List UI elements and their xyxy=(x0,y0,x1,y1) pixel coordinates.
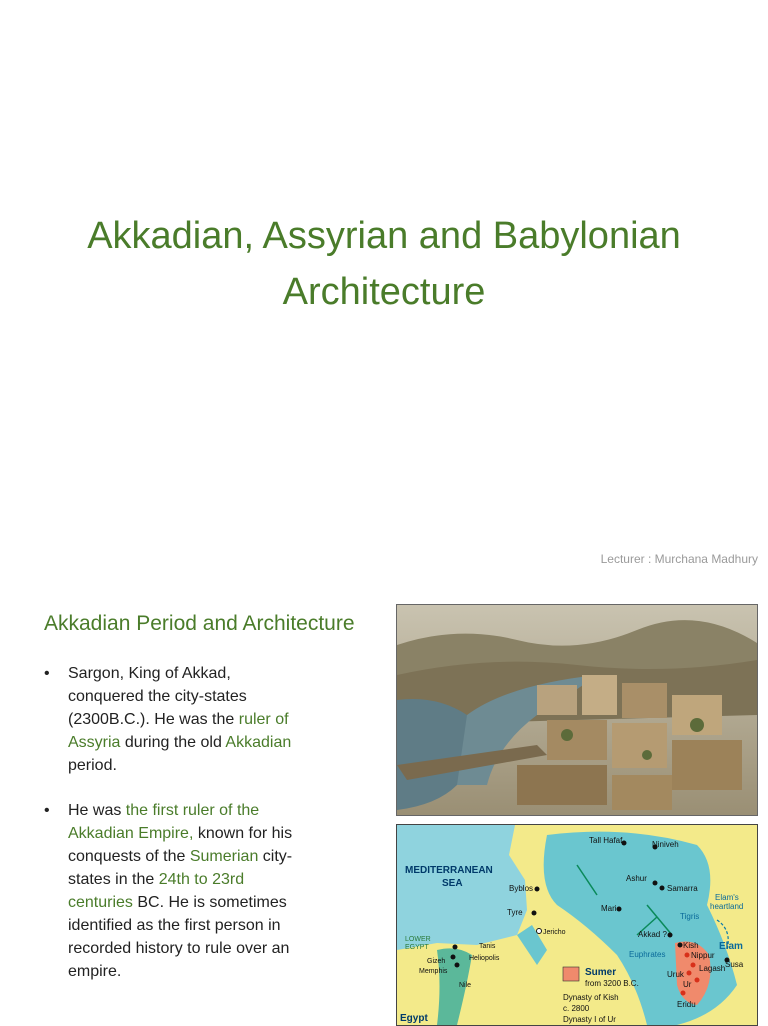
ancient-city-illustration xyxy=(396,604,758,816)
map-label: Byblos xyxy=(509,884,534,893)
map-label: Susa xyxy=(725,960,744,969)
bullet-item: • He was the first ruler of the Akkadian Empire, known for his conquests of the Sumerian city-states in the 24th to 23rd centuries BC. He is sometimes identified as the first person in recorded history to rule over an empire. xyxy=(44,799,294,983)
map-label: Egypt xyxy=(400,1013,428,1024)
map-label: Tanis xyxy=(479,943,496,950)
map-label: heartland xyxy=(710,902,744,911)
map-label: Nippur xyxy=(691,951,715,960)
map-label: Dynasty I of Ur xyxy=(563,1015,616,1024)
map-label: Gizeh xyxy=(427,958,446,965)
map-label: Tall Hafaf xyxy=(589,836,623,845)
map-label: Ur xyxy=(683,980,692,989)
map-label: Sumer xyxy=(585,967,617,978)
map-label: c. 2800 xyxy=(563,1004,590,1013)
bullet-dot-icon: • xyxy=(44,802,50,819)
map-label: Eridu xyxy=(677,1000,696,1009)
bullet-item: • Sargon, King of Akkad, conquered the city-states (2300B.C.). He was the ruler of Assyria during the old Akkadian period. xyxy=(44,662,294,777)
map-label: EGYPT xyxy=(405,944,429,951)
lecturer-credit: Lecturer : Murchana Madhury xyxy=(600,552,758,566)
map-label: Heliopolis xyxy=(469,955,500,962)
map-label: Jericho xyxy=(543,929,566,936)
map-label: Akkad ? xyxy=(638,930,667,939)
map-label: SEA xyxy=(442,878,463,889)
map-label: from 3200 B.C. xyxy=(585,979,639,988)
map-label: Samarra xyxy=(667,884,698,893)
map-label: Tyre xyxy=(507,908,523,917)
bullet-dot-icon: • xyxy=(44,665,50,682)
map-label: Elam xyxy=(719,941,743,952)
slide-title: Akkadian, Assyrian and Babylonian Architecture xyxy=(87,215,681,313)
map-label: Elam's xyxy=(715,893,739,902)
slide-heading: Akkadian Period and Architecture xyxy=(44,612,355,635)
map-label: Niniveh xyxy=(652,840,679,849)
map-label: Dynasty of Kish xyxy=(563,993,619,1002)
map-label: Ashur xyxy=(626,874,647,883)
map-label: MEDITERRANEAN xyxy=(405,865,493,876)
bullet-list xyxy=(44,662,294,1005)
map-label: Uruk xyxy=(667,970,684,979)
map-label: Euphrates xyxy=(629,950,666,959)
map-label: Mari xyxy=(601,904,617,913)
map-label: Lagash xyxy=(699,964,726,973)
ancient-near-east-map xyxy=(396,824,758,1026)
content-slide xyxy=(0,588,768,1024)
map-label: Kish xyxy=(683,941,699,950)
map-label: LOWER xyxy=(405,936,431,943)
map-label: Nile xyxy=(459,982,472,989)
map-label: Memphis xyxy=(419,968,448,975)
map-label: Tigris xyxy=(680,912,700,921)
